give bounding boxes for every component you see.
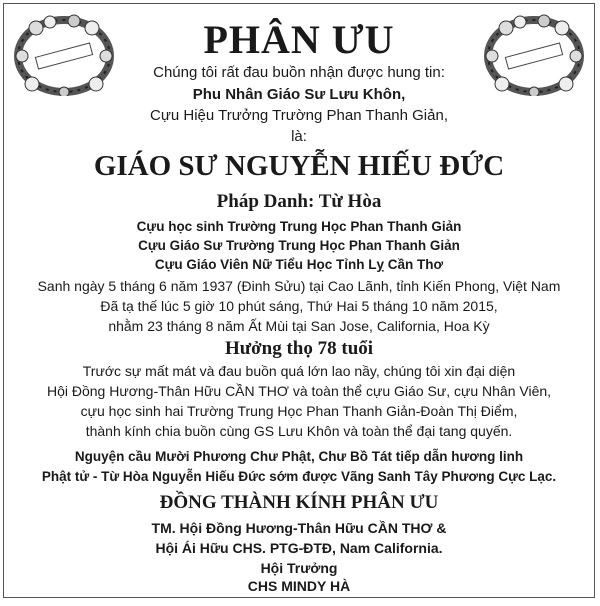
- wife-title: Cựu Hiệu Trưởng Trường Phan Thanh Giản,: [149, 107, 448, 124]
- wife-name: Phu Nhân Giáo Sư Lưu Khôn,: [192, 86, 406, 103]
- la-line: là:: [291, 128, 307, 145]
- page-title: PHÂN ƯU: [203, 17, 395, 62]
- role-line: Cựu học sinh Trường Trung Học Phan Thanh Giản: [136, 219, 462, 234]
- role-line: Cựu Giáo Sư Trường Trung Học Phan Thanh Giản: [138, 238, 460, 253]
- message-line: Trước sự mất mát và đau buồn quá lớn lao nầy, chúng tôi xin đại diện: [82, 363, 516, 379]
- bio-line: nhằm 23 tháng 8 năm Ất Mùi tại San Jose, California, Hoa Kỳ: [108, 318, 490, 334]
- prayer-line: Nguyện cầu Mười Phương Chư Phật, Chư Bồ Tát tiếp dẫn hương linh: [74, 449, 524, 464]
- role-line: Cựu Giáo Viên Nữ Tiểu Học Tỉnh Lỵ Cần Thơ: [154, 257, 444, 272]
- bio-line: Đã tạ thế lúc 5 giờ 10 phút sáng, Thứ Hai 5 tháng 10 năm 2015,: [100, 298, 498, 314]
- bio-line: Sanh ngày 5 tháng 6 năm 1937 (Đinh Sửu) tại Cao Lãnh, tỉnh Kiến Phong, Việt Nam: [37, 278, 561, 294]
- message-line: cựu học sinh hai Trường Trung Học Phan Thanh Giản-Đoàn Thị Điểm,: [80, 403, 518, 419]
- closing-heading: ĐỒNG THÀNH KÍNH PHÂN ƯU: [159, 492, 439, 513]
- org-line: Hội Ái Hữu CHS. PTG-ĐTĐ, Nam California.: [155, 540, 443, 556]
- signer-position: Hội Trưởng: [260, 560, 338, 576]
- age-line: Hưởng thọ 78 tuổi: [224, 338, 374, 359]
- deceased-name: GIÁO SƯ NGUYỄN HIẾU ĐỨC: [93, 150, 505, 182]
- obituary-notice: [3, 3, 595, 598]
- org-line: TM. Hội Đồng Hương-Thân Hữu CẦN THƠ &: [151, 520, 447, 536]
- message-line: Hội Đồng Hương-Thân Hữu CẦN THƠ và toàn thể cựu Giáo Sư, cựu Nhân Viên,: [46, 383, 552, 399]
- signer-name: CHS MINDY HÀ: [247, 578, 351, 594]
- prayer-line: Phật tử - Từ Hòa Nguyễn Hiếu Đức sớm được Vãng Sanh Tây Phương Cực Lạc.: [41, 469, 557, 484]
- intro-line: Chúng tôi rất đau buồn nhận được hung tin:: [153, 64, 445, 81]
- dharma-name: Pháp Danh: Từ Hòa: [216, 191, 382, 212]
- message-line: thành kính chia buồn cùng GS Lưu Khôn và toàn thể đại tang quyến.: [85, 423, 513, 439]
